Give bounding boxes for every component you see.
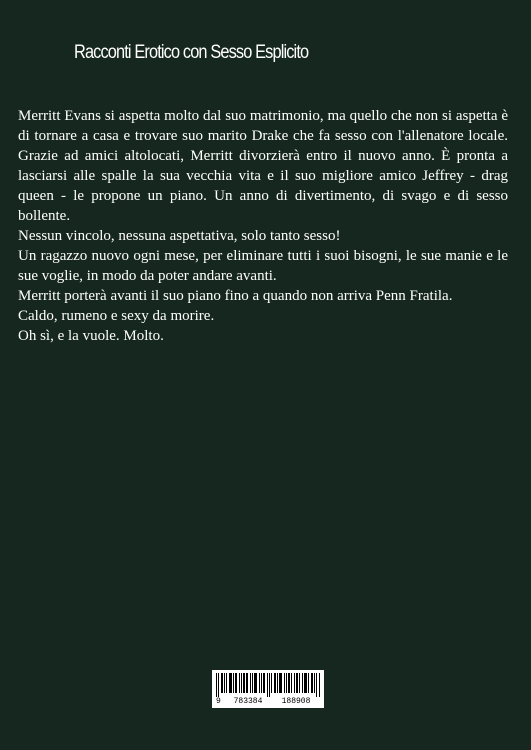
- barcode-bar: [269, 673, 270, 697]
- barcode-bar: [319, 673, 320, 697]
- barcode-bar: [261, 673, 262, 693]
- barcode-bar: [277, 673, 278, 693]
- barcode-digit-group: 783384: [233, 697, 263, 706]
- barcode-bar: [239, 673, 240, 693]
- barcode-digit-first: 9: [216, 697, 221, 706]
- barcode-bar: [252, 673, 253, 693]
- barcode-bar: [263, 673, 265, 693]
- barcode-bar: [274, 673, 276, 693]
- barcode-bar: [308, 673, 309, 693]
- barcode-bar: [229, 673, 232, 693]
- isbn-barcode: [212, 670, 324, 708]
- barcode-bar: [235, 673, 237, 693]
- barcode-bar: [302, 673, 303, 693]
- blurb-paragraph: Merritt porterà avanti il suo piano fino a quando non arriva Penn Fratila.: [18, 288, 453, 304]
- barcode-bar: [271, 673, 272, 693]
- barcode-bar: [250, 673, 251, 693]
- barcode-bar: [246, 673, 248, 693]
- blurb-paragraph: Un ragazzo nuovo ogni mese, per eliminare tutti i suoi bisogni, le sue manie e le sue voglie, in modo da poter andare avanti.: [18, 248, 508, 284]
- barcode-bar: [299, 673, 300, 693]
- barcode-bar: [291, 673, 292, 693]
- barcode-bar: [218, 673, 219, 697]
- barcode-bar: [224, 673, 225, 693]
- barcode-bar: [296, 673, 298, 693]
- barcode-bar: [304, 673, 307, 693]
- barcode-bar: [286, 673, 287, 693]
- barcode-bar: [314, 673, 315, 693]
- barcode-bar: [288, 673, 290, 693]
- barcode-bar: [294, 673, 295, 693]
- barcode-bar: [279, 673, 282, 693]
- blurb-paragraph: Merritt Evans si aspetta molto dal suo matrimonio, ma quello che non si aspetta è di tornare a casa e trovare suo marito Drake che fa sesso con l'allenatore locale. Grazie ad amici altolocati, Merritt divorzierà entro il nuovo anno. È pronta a lasciarsi alle spalle la sua vecchia vita e il suo migliore amico Jeffrey - drag queen - le propone un piano. Un anno di divertimento, di svago e di sesso bollente.: [18, 108, 508, 224]
- blurb-paragraph: Caldo, rumeno e sexy da morire.: [18, 308, 215, 324]
- barcode-bars: [216, 673, 320, 695]
- barcode-bar: [221, 673, 223, 693]
- barcode-digits: [216, 697, 320, 706]
- barcode-bar: [259, 673, 260, 693]
- barcode-digit-group: 188908: [281, 697, 311, 706]
- blurb-text: [18, 106, 508, 346]
- barcode-bar: [226, 673, 227, 693]
- barcode-bar: [241, 673, 242, 693]
- barcode-bar: [284, 673, 285, 693]
- barcode-bar: [267, 673, 268, 697]
- cover-title: Racconti Erotico con Sesso Esplicito: [74, 42, 309, 63]
- barcode-bar: [316, 673, 317, 697]
- barcode-bar: [233, 673, 234, 693]
- blurb-paragraph: Oh sì, e la vuole. Molto.: [18, 328, 164, 344]
- blurb-paragraph: Nessun vincolo, nessuna aspettativa, solo tanto sesso!: [18, 228, 341, 244]
- barcode-bar: [311, 673, 313, 693]
- barcode-bar: [243, 673, 245, 693]
- barcode-bar: [254, 673, 257, 693]
- barcode-bar: [216, 673, 217, 697]
